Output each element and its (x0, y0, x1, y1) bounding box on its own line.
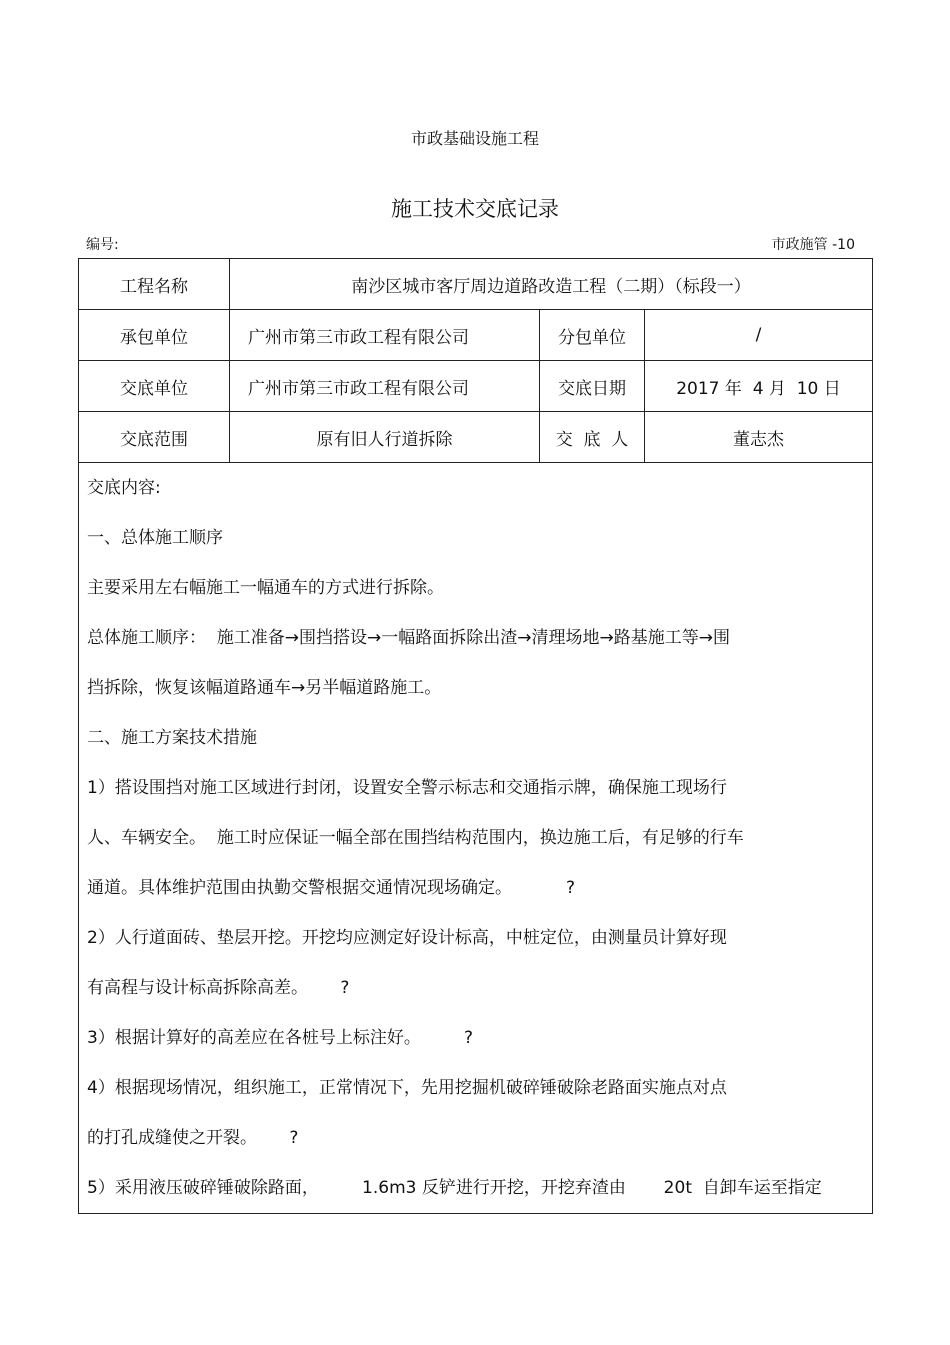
table-row (79, 361, 873, 412)
content-line: 通道。具体维护范围由执勤交警根据交通情况现场确定。 ? (87, 878, 576, 898)
scope-label: 交底范围 (79, 412, 230, 463)
document-code: 市政施管 -10 (771, 237, 855, 253)
content-line: 交底内容: (87, 478, 161, 498)
project-name-label: 工程名称 (79, 259, 230, 310)
content-line: 有高程与设计标高拆除高差。 ? (87, 978, 350, 998)
content-line: 的打孔成缝使之开裂。 ? (87, 1128, 299, 1148)
serial-number-label: 编号: (86, 237, 119, 253)
briefing-date-label: 交底日期 (540, 361, 645, 412)
content-line: 5）采用液压破碎锤破除路面， 1.6m3 反铲进行开挖，开挖弃渣由 20t 自卸车运至指定 (87, 1178, 822, 1198)
scope-value: 原有旧人行道拆除 (230, 412, 540, 463)
table-row (79, 412, 873, 463)
content-line: 挡拆除，恢复该幅道路通车→另半幅道路施工。 (87, 678, 442, 698)
briefing-content-lines (87, 463, 864, 1213)
content-line: 一、总体施工顺序 (87, 528, 223, 548)
contractor-label: 承包单位 (79, 310, 230, 361)
subcontractor-value: / (645, 310, 873, 361)
briefing-unit-value: 广州市第三市政工程有限公司 (230, 361, 540, 412)
page-title: 施工技术交底记录 (391, 197, 559, 221)
content-line: 3）根据计算好的高差应在各桩号上标注好。 ? (87, 1028, 474, 1048)
content-line: 人、车辆安全。 施工时应保证一幅全部在围挡结构范围内，换边施工后，有足够的行车 (87, 828, 744, 848)
table-row (79, 463, 873, 1214)
content-line: 4）根据现场情况，组织施工，正常情况下，先用挖掘机破碎锤破除老路面实施点对点 (87, 1078, 727, 1098)
content-line: 二、施工方案技术措施 (87, 728, 257, 748)
content-line: 2）人行道面砖、垫层开挖。开挖均应测定好设计标高，中桩定位，由测量员计算好现 (87, 928, 727, 948)
project-name-value: 南沙区城市客厅周边道路改造工程（二期）（标段一） (230, 259, 873, 310)
briefer-value: 董志杰 (645, 412, 873, 463)
subcontractor-label: 分包单位 (540, 310, 645, 361)
document-category: 市政基础设施工程 (410, 129, 539, 148)
record-table (78, 258, 873, 1214)
content-line: 总体施工顺序： 施工准备→围挡搭设→一幅路面拆除出渣→清理场地→路基施工等→围 (87, 628, 731, 648)
briefing-content (79, 463, 873, 1214)
content-line: 主要采用左右幅施工一幅通车的方式进行拆除。 (87, 578, 444, 598)
contractor-value: 广州市第三市政工程有限公司 (230, 310, 540, 361)
table-row (79, 310, 873, 361)
briefing-unit-label: 交底单位 (79, 361, 230, 412)
table-row (79, 259, 873, 310)
content-line: 1）搭设围挡对施工区域进行封闭，设置安全警示标志和交通指示牌，确保施工现场行 (87, 778, 727, 798)
briefing-date-value: 2017 年 4 月 10 日 (645, 361, 873, 412)
briefer-label: 交 底 人 (540, 412, 645, 463)
